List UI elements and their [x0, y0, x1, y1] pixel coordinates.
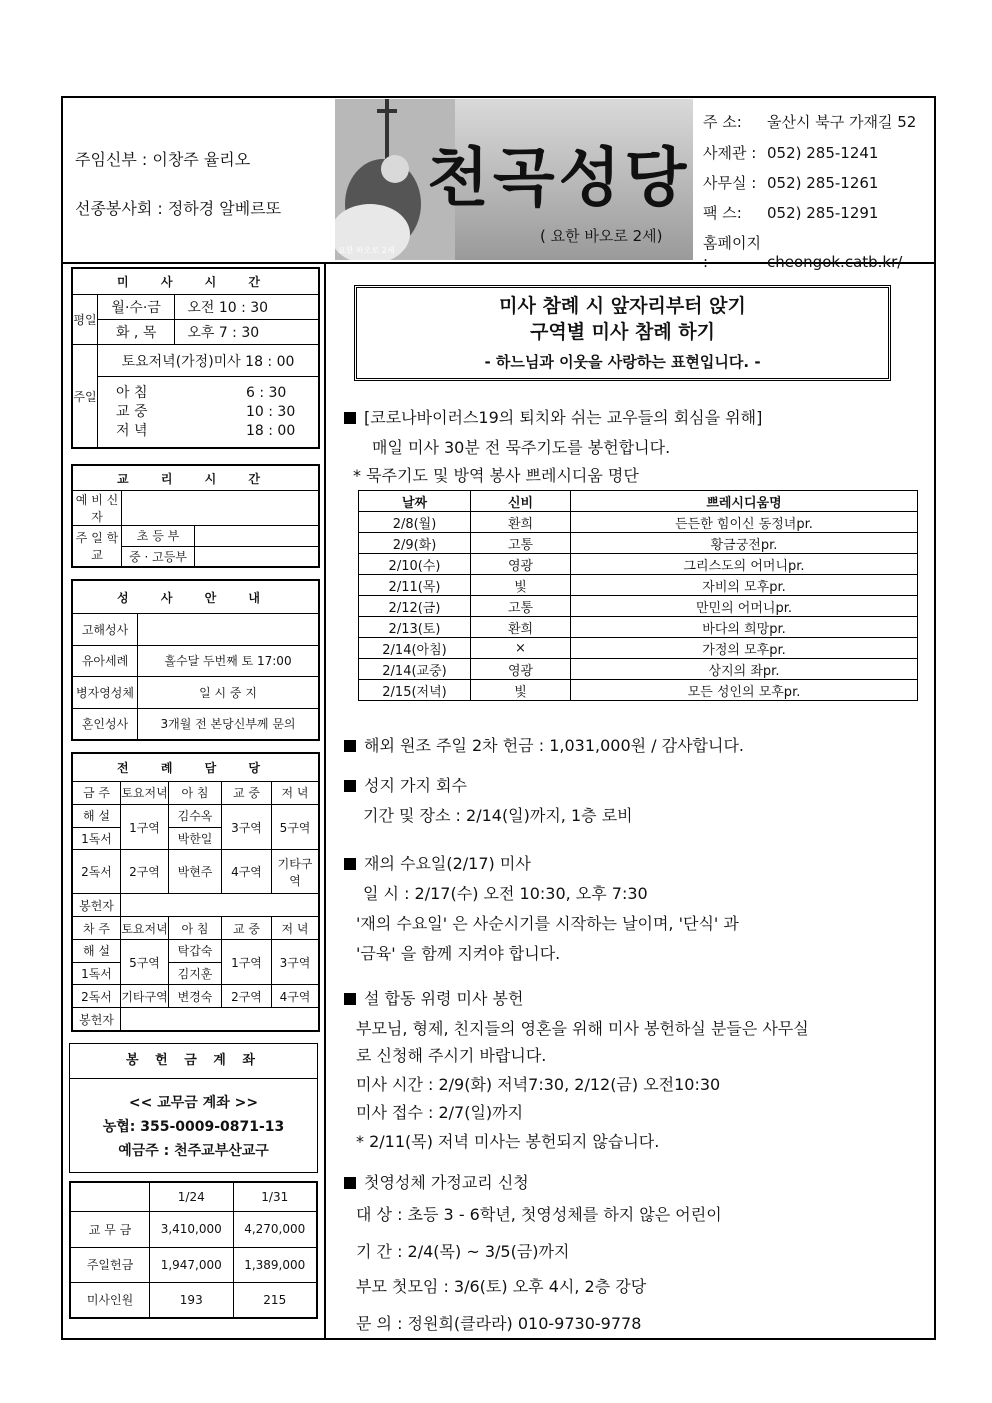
table-row: 2/8(월) 환희 든든한 힘이신 동정녀pr. [359, 512, 918, 533]
lunar-heading: 설 합동 위령 미사 봉헌 [344, 986, 523, 1009]
column-divider [324, 262, 326, 1340]
finance-box: 1/24 1/31 교 무 금 3,410,000 4,270,000 주일헌금 1,947,000 1,389,000 미사인원 193 215 [69, 1181, 318, 1319]
contact-office: 사무실 : 052) 285-1261 [703, 174, 879, 192]
sunday-mass-2: 교 중 10 : 30 [116, 403, 296, 420]
ash-line-3: '금육' 을 함께 지켜야 합니다. [356, 944, 561, 963]
church-title: 천곡성당 [427, 141, 691, 216]
lunar-line-4: 미사 접수 : 2/7(일)까지 [356, 1103, 524, 1122]
first-communion-line-1: 대 상 : 초등 3 - 6학년, 첫영성체를 하지 않은 어린이 [356, 1205, 722, 1224]
rosary-sub: * 묵주기도 및 방역 봉사 쁘레시디움 명단 [353, 466, 639, 485]
table-row: 2/15(저녁) 빛 모든 성인의 모후pr. [359, 680, 918, 701]
account-holder: 예금주 : 천주교부산교구 [118, 1143, 269, 1159]
contact-address: 주 소: 울산시 북구 가재길 52 [703, 113, 917, 131]
ash-line-1: 일 시 : 2/17(수) 오전 10:30, 오후 7:30 [363, 884, 648, 903]
account-title: 봉 헌 금 계 좌 [70, 1044, 317, 1079]
first-communion-line-3: 부모 첫모임 : 3/6(토) 오후 4시, 2층 강당 [356, 1277, 647, 1296]
contact-homepage: 홈페이지 : cheongok.catb.kr/ [703, 234, 903, 271]
sacraments-title: 성 사 안 내 [73, 581, 319, 614]
notice-line-2: 구역별 미사 참례 하기 [529, 321, 716, 343]
catechism-title: 교 리 시 간 [73, 466, 319, 491]
homepage-link[interactable]: cheongok.catb.kr/ [767, 253, 903, 271]
contact-fax: 팩 스: 052) 285-1291 [703, 204, 879, 222]
liturgy-box: 전 례 담 당 금 주 토요저녁 아 침 교 중 저 녁 해 설 1구역 김수옥 3구역 5구역 1독서 박한일 2독서 2구역 박현주 4구역 기타구역 봉헌자 차 주 토요저녁 아 침 교 중 저 녁 해 설 5구역 탁갑숙 1구역 3구역 1독서 김지훈 2독서 기타구역 변경숙 2구역 4구역 봉헌자 [71, 752, 320, 1032]
palm-heading: 성지 가지 회수 [344, 773, 467, 796]
account-box [69, 1043, 318, 1173]
rosary-schedule: 날짜 신비 쁘레시디움명 2/8(월) 환희 든든한 힘이신 동정녀pr. 2/9(화) 고통 황금궁전pr. 2/10(수) 영광 그리스도의 어머니pr. 2/11(목) 빛 자비의 모후pr. 2/12(금) 고통 만민의 어머니pr. 2/13(토) 환희 바다의 희망pr. 2/14(아침) × 가정의 모후pr. 2/14(교중) 영광 상지의 좌pr. 2/15(저녁) 빛 모든 성인의 모후pr. [358, 490, 918, 701]
rosary-heading: [코로나바이러스19의 퇴치와 쉬는 교우들의 회심을 위해] [344, 405, 762, 428]
account-number: 농협: 355-0009-0871-13 [102, 1119, 285, 1135]
council-name: 선종봉사회 : 정하경 알베르또 [75, 199, 282, 218]
lunar-line-1: 부모님, 형제, 친지들의 영혼을 위해 미사 봉헌하실 분들은 사무실 [356, 1019, 809, 1038]
sunday-mass-1: 아 침 6 : 30 [116, 384, 287, 401]
notice-line-3: - 하느님과 이웃을 사랑하는 표현입니다. - [484, 353, 761, 371]
first-communion-line-4: 문 의 : 정원희(클라라) 010-9730-9778 [356, 1314, 642, 1333]
table-row: 2/11(목) 빛 자비의 모후pr. [359, 575, 918, 596]
liturgy-title: 전 례 담 당 [73, 754, 319, 782]
mass-times-box: 미 사 시 간 평일 월·수·금 오전 10 : 30 화 , 목 오후 7 : 30 주일 토요저녁(가정)미사 18 : 00 아 침 6 : 30 교 중 10 : 30 저 녁 18 : 00 [71, 267, 320, 449]
mission-offering: 해외 원조 주일 2차 헌금 : 1,031,000원 / 감사합니다. [344, 733, 744, 756]
table-row: 2/13(토) 환희 바다의 희망pr. [359, 617, 918, 638]
sunday-label: 주일 [73, 345, 98, 448]
table-row: 2/9(화) 고통 황금궁전pr. [359, 533, 918, 554]
first-communion-heading: 첫영성체 가정교리 신청 [344, 1170, 529, 1193]
sacraments-box: 성 사 안 내 고해성사 유아세례 홀수달 두번째 토 17:00 병자영성체 일 시 중 지 혼인성사 3개월 전 본당신부께 문의 [71, 579, 320, 741]
notice-box [354, 285, 891, 381]
table-row: 2/12(금) 고통 만민의 어머니pr. [359, 596, 918, 617]
table-row: 2/14(아침) × 가정의 모후pr. [359, 638, 918, 659]
church-patron: ( 요한 바오로 2세) [540, 227, 663, 245]
lunar-line-2: 로 신청해 주시기 바랍니다. [356, 1046, 547, 1065]
catechism-box: 교 리 시 간 예 비 신 자 주 일 학 교 초 등 부 중 · 고등부 [71, 464, 320, 568]
account-heading: << 교무금 계좌 >> [128, 1095, 259, 1111]
mass-times-title: 미 사 시 간 [73, 269, 319, 295]
sunday-mass-3: 저 녁 18 : 00 [116, 422, 296, 439]
palm-line: 기간 및 장소 : 2/14(일)까지, 1층 로비 [363, 806, 633, 825]
table-row: 2/14(교중) 영광 상지의 좌pr. [359, 659, 918, 680]
ash-heading: 재의 수요일(2/17) 미사 [344, 851, 531, 874]
weekday-label: 평일 [73, 295, 98, 345]
rosary-line: 매일 미사 30분 전 묵주기도를 봉헌합니다. [372, 438, 671, 457]
ash-line-2: '재의 수요일' 은 사순시기를 시작하는 날이며, '단식' 과 [356, 914, 739, 933]
notice-line-1: 미사 참례 시 앞자리부터 앉기 [499, 295, 746, 317]
church-banner [335, 99, 693, 260]
lunar-line-5: * 2/11(목) 저녁 미사는 봉헌되지 않습니다. [356, 1132, 660, 1151]
lunar-line-3: 미사 시간 : 2/9(화) 저녁7:30, 2/12(금) 오전10:30 [356, 1075, 721, 1094]
first-communion-line-2: 기 간 : 2/4(목) ~ 3/5(금)까지 [356, 1242, 570, 1261]
image-caption: 요한 바오로 2세 [338, 246, 395, 255]
table-row: 2/10(수) 영광 그리스도의 어머니pr. [359, 554, 918, 575]
pastor-name: 주임신부 : 이창주 율리오 [75, 150, 251, 169]
contact-rectory: 사제관 : 052) 285-1241 [703, 144, 879, 162]
